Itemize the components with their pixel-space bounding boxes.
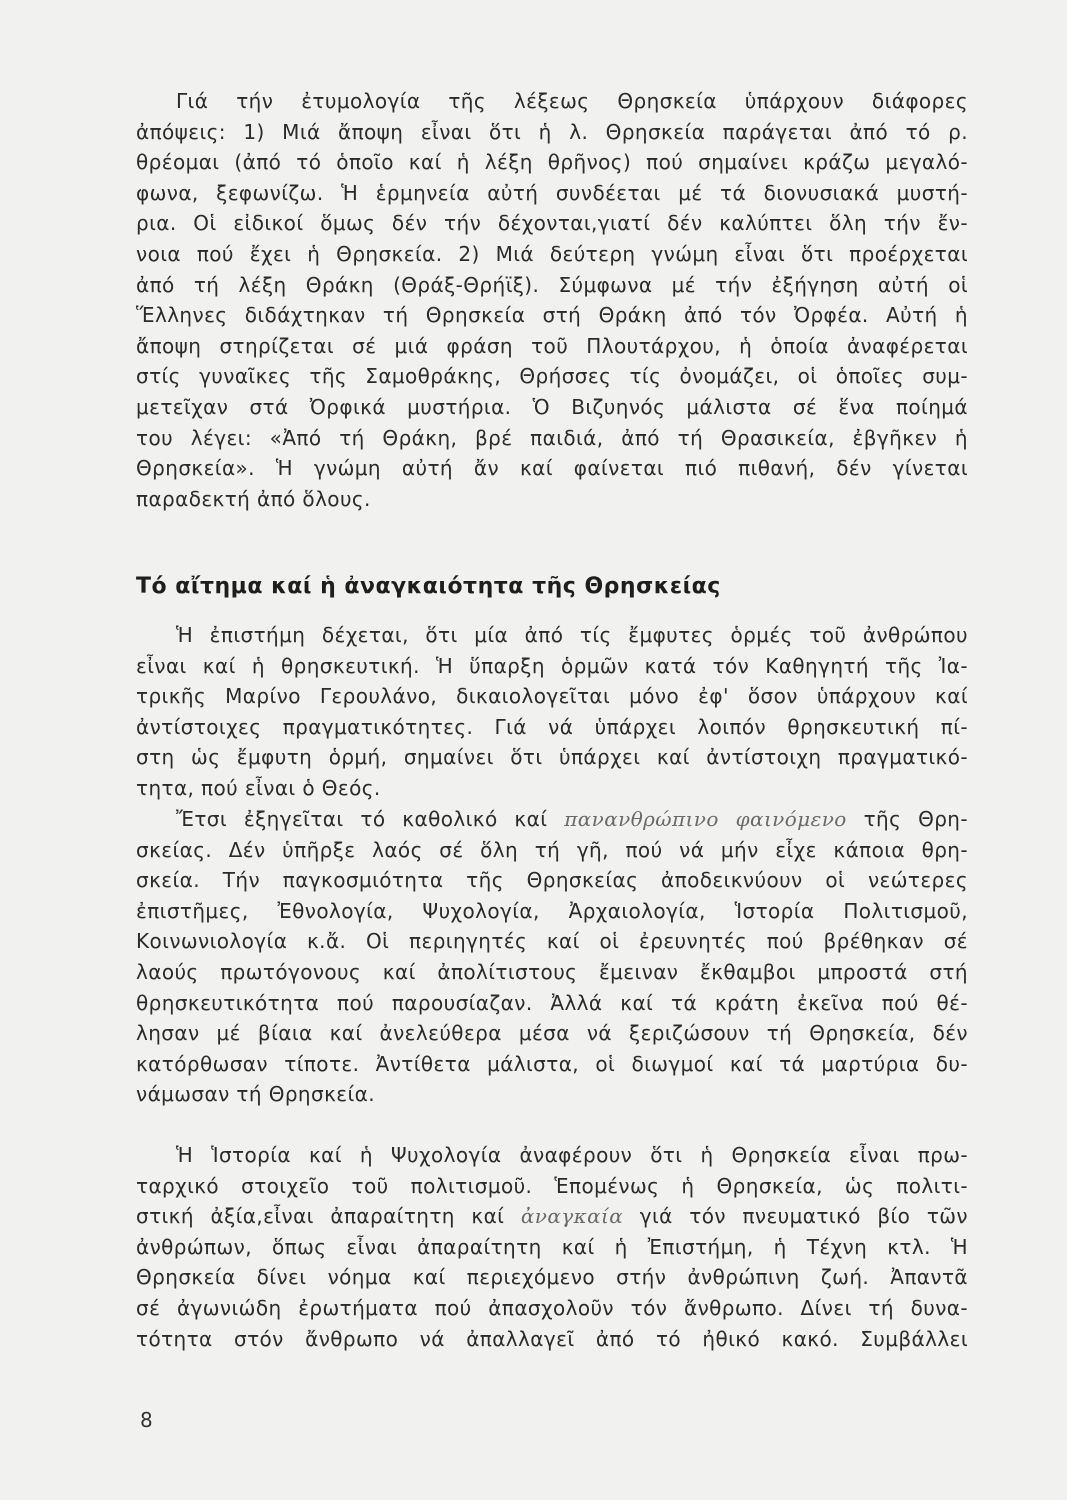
text-line: Θρησκεία δίνει νόημα καί περιεχόμενο στήν ἀνθρώπινη ζωή. Ἀπαντᾶ [136,1265,968,1290]
paragraph-universality [136,804,968,1110]
text-line: λαούς πρωτόγονους καί ἀπολίτιστους ἔμειναν ἔκθαμβοι μπροστά στή [136,959,968,984]
text-line: μετεῖχαν στά Ὀρφικά μυστήρια. Ὁ Βιζυηνός μάλιστα σέ ἕνα ποίημά [136,394,968,419]
text-line: Κοινωνιολογία κ.ἄ. Οἱ περιηγητές καί οἱ ἐρευνητές πού βρέθηκαν σέ [136,929,968,954]
text-line: στη ὡς ἔμφυτη ὁρμή, σημαίνει ὅτι ὑπάρχει καί ἀντίστοιχη πραγματικό- [136,745,968,770]
text-line: Θρησκεία». Ἡ γνώμη αὐτή ἄν καί φαίνεται πιό πιθανή, δέν γίνεται [136,456,968,481]
text-line: του λέγει: «Ἀπό τή Θράκη, βρέ παιδιά, ἀπό τή Θρασικεία, ἐβγῆκεν ἡ [136,425,968,450]
text-line: στίς γυναῖκες τῆς Σαμοθράκης, Θρήσσες τίς ὀνομάζει, οἱ ὁποῖες συμ- [136,364,968,389]
text-line: τότητα στόν ἄνθρωπο νά ἀπαλλαγεῖ ἀπό τό ἠθικό κακό. Συμβάλλει [136,1326,968,1351]
text-line: τρικῆς Μαρίνο Γερουλάνο, δικαιολογεῖται μόνο ἐφ' ὅσον ὑπάρχουν καί [136,684,968,709]
text-line: ἐπιστῆμες, Ἐθνολογία, Ψυχολογία, Ἀρχαιολογία, Ἱστορία Πολιτισμοῦ, [136,898,968,923]
text-line: σέ ἀγωνιώδη ἐρωτήματα πού ἀπασχολοῦν τόν ἄνθρωπο. Δίνει τή δυνα- [136,1295,968,1320]
page-number: 8 [140,1408,153,1432]
text-fragment: γιά τόν πνευματικό βίο τῶν [623,1204,968,1229]
text-line: Ἡ Ἱστορία καί ἡ Ψυχολογία ἀναφέρουν ὅτι ἡ Θρησκεία εἶναι πρω- [176,1143,968,1167]
text-line: ἄποψη στηρίζεται σέ μιά φράση τοῦ Πλουτάρχου, ἡ ὁποία ἀναφέρεται [136,333,968,358]
paragraph-instinct [136,620,968,804]
text-line: κατόρθωσαν τίποτε. Ἀντίθετα μάλιστα, οἱ διωγμοί καί τά μαρτύρια δυ- [136,1051,968,1076]
text-line: ἀπό τή λέξη Θράκη (Θράξ-Θρήϊξ). Σύμφωνα μέ τήν ἐξήγηση αὐτή οἱ [136,272,968,297]
text-fragment: στική ἀξία,εἶναι ἀπαραίτητη καί [136,1204,521,1229]
paragraph-necessity [136,1140,968,1354]
text-line: σκείας. Δέν ὑπῆρξε λαός σέ ὅλη τή γῆ, πού νά μήν εἶχε κάποια θρη- [136,837,968,862]
text-fragment: τῆς Θρη- [846,807,968,831]
text-line: ἀνθρώπων, ὅπως εἶναι ἀπαραίτητη καί ἡ Ἐπιστήμη, ἡ Τέχνη κτλ. Ἡ [136,1234,968,1259]
text-line: Ἕλληνες διδάχτηκαν τή Θρησκεία στή Θράκη ἀπό τόν Ὀρφέα. Αὐτή ἡ [136,303,968,328]
paragraph-etymology [136,86,968,514]
italic-phrase: ἀναγκαία [520,1204,624,1229]
text-fragment: Ἔτσι ἐξηγεῖται τό καθολικό καί [176,807,565,831]
text-line: Γιά τήν ἐτυμολογία τῆς λέξεως Θρησκεία ὑπάρχουν διάφορες [176,89,968,113]
text-line: τητα, πού εἶναι ὁ Θεός. [136,775,381,800]
italic-phrase: πανανθρώπινο φαινόμενο [564,807,847,831]
text-line: φωνα, ξεφωνίζω. Ἡ ἑρμηνεία αὐτή συνδέεται μέ τά διονυσιακά μυστή- [136,180,968,205]
text-line [136,804,968,835]
text-line: παραδεκτή ἀπό ὅλους. [136,486,371,511]
text-line: θρέομαι (ἀπό τό ὁποῖο καί ἡ λέξη θρῆνος) πού σημαίνει κράζω μεγαλό- [136,150,968,175]
text-line: Ἡ ἐπιστήμη δέχεται, ὅτι μία ἀπό τίς ἔμφυτες ὁρμές τοῦ ἀνθρώπου [176,623,968,647]
text-line: θρησκευτικότητα πού παρουσίαζαν. Ἀλλά καί τά κράτη ἐκεῖνα πού θέ- [136,990,968,1015]
section-heading: Τό αἴτημα καί ἡ ἀναγκαιότητα τῆς Θρησκείας [136,574,721,599]
text-line: ἀπόψεις: 1) Μιά ἄποψη εἶναι ὅτι ἡ λ. Θρησκεία παράγεται ἀπό τό ρ. [136,119,968,144]
text-line: λησαν μέ βίαια καί ἀνελεύθερα μέσα νά ξεριζώσουν τή Θρησκεία, δέν [136,1021,968,1046]
text-line: σκεία. Τήν παγκοσμιότητα τῆς Θρησκείας ἀποδεικνύουν οἱ νεώτερες [136,868,968,893]
text-line [136,1201,968,1232]
text-line: εἶναι καί ἡ θρησκευτική. Ἡ ὕπαρξη ὁρμῶν κατά τόν Καθηγητή τῆς Ἰα- [136,653,968,678]
text-line: ρια. Οἱ εἰδικοί ὅμως δέν τήν δέχονται,γιατί δέν καλύπτει ὅλη τήν ἔν- [136,211,968,236]
text-line: νοια πού ἔχει ἡ Θρησκεία. 2) Μιά δεύτερη γνώμη εἶναι ὅτι προέρχεται [136,241,968,266]
text-line: νάμωσαν τή Θρησκεία. [136,1082,375,1107]
text-line: ταρχικό στοιχεῖο τοῦ πολιτισμοῦ. Ἑπομένως ἡ Θρησκεία, ὡς πολιτι- [136,1173,968,1198]
text-line: ἀντίστοιχες πραγματικότητες. Γιά νά ὑπάρχει λοιπόν θρησκευτική πί- [136,714,968,739]
